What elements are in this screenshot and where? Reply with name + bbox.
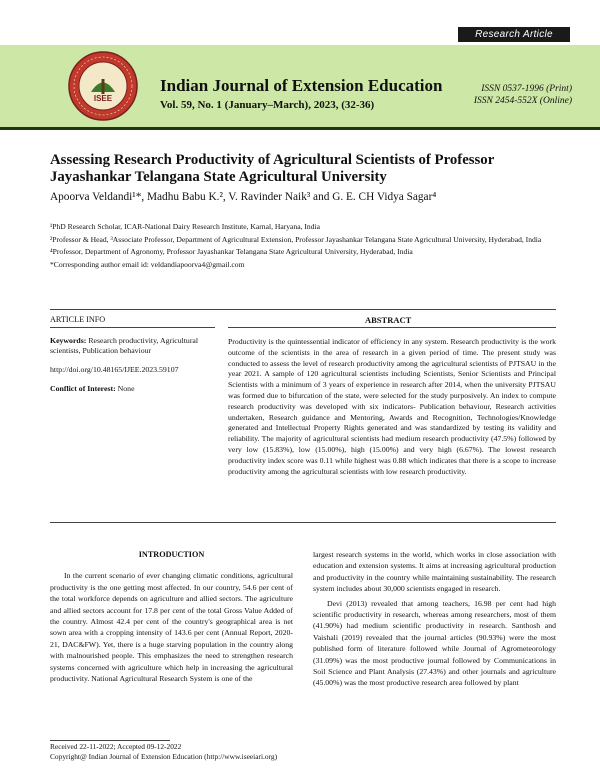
intro-right-column — [313, 549, 556, 689]
corresponding-author: *Corresponding author email id: veldandiapoorva4@gmail.com — [50, 259, 245, 269]
divider-article-info — [50, 327, 215, 328]
keywords-label: Keywords: — [50, 336, 87, 345]
conflict-value: None — [117, 384, 135, 393]
journal-title: Indian Journal of Extension Education — [160, 76, 443, 95]
divider-top — [50, 309, 556, 310]
abstract-heading: ABSTRACT — [365, 315, 412, 325]
article-type-tag: Research Article — [458, 27, 570, 42]
affiliations — [50, 222, 560, 272]
intro-left-column — [50, 549, 293, 684]
doi-link[interactable]: http://doi.org/10.48165/IJEE.2023.59107 — [50, 365, 179, 374]
logo-text: ISEE — [93, 94, 113, 103]
journal-issn — [474, 83, 572, 107]
keywords-value: Research productivity, Agricultural scientists, Publication behaviour — [50, 336, 199, 355]
banner-stripe — [0, 127, 600, 130]
footer-divider — [50, 740, 170, 741]
abstract-text: Productivity is the quintessential indicator of efficiency in any system. Research productivity is the work outcome of the scientists in the area of research in a given period of time. The present study was conducted to assess the level of research productivity among the agricultural scientists of PJTSAU in the year 2021. A sample of 120 agricultural scientists including Scientists, Senior Scientists and Principal Scientists with a minimum of 3 years of experience in research after 2014, when the university PJTSAU was formed due to bifurcation of the state, were selected for the study purposively. An index to compute research productivity was developed with six indicators- Publication behaviour, Research activities undertaken, Research guidance and Mentoring, Awards and Recognition, Technologies/Knowledge generated and Intellectual Property Rights generated and was standardized by testing its validity and reliability. The majority of agricultural scientists had medium research productivity (47.5%) followed by very low (15.83%), low (15.00%), high (15.00%) and very high (6.67%). The lowest research productivity index score was 0.11 while highest was 0.88 which indicates that there is a scope to increase productivity among the agricultural scientists with low research productivity. — [228, 337, 556, 476]
article-info-body — [50, 336, 215, 394]
article-authors: Apoorva Veldandi¹*, Madhu Babu K.², V. Ravinder Naik³ and G. E. CH Vidya Sagar⁴ — [50, 191, 437, 203]
received-dates: Received 22-11-2022; Accepted 09-12-2022 — [50, 742, 182, 751]
conflict-label: Conflict of Interest: — [50, 384, 116, 393]
introduction-heading: INTRODUCTION — [138, 550, 205, 559]
intro-paragraph-2: largest research systems in the world, which works in close association with education and extension systems. It aims at increasing agricultural production and productivity in the country while maintaining sustainability. The research system includes about 30,000 scientists engaged in research. — [313, 550, 556, 594]
affiliation-3: ⁴Professor, Department of Agronomy, Professor Jayashankar Telangana State Agricultural University, Hyderabad, India — [50, 247, 413, 256]
journal-logo-icon — [64, 49, 142, 123]
keywords — [50, 336, 215, 356]
divider-abstract-bottom — [50, 522, 556, 523]
conflict-of-interest — [50, 384, 215, 394]
issn-online: ISSN 2454-552X (Online) — [473, 96, 572, 106]
journal-banner — [0, 45, 600, 133]
affiliation-2: ²Professor & Head, ³Associate Professor, Department of Agricultural Extension, Professor Jayashankar Telangana State Agricultural University, Hyderabad, India — [50, 234, 542, 244]
affiliation-1: ¹PhD Research Scholar, ICAR-National Dairy Research Institute, Karnal, Haryana, India — [50, 222, 320, 231]
article-title: Assessing Research Productivity of Agricultural Scientists of Professor Jayashankar Telangana State Agricultural University — [50, 152, 495, 185]
footer — [50, 742, 277, 762]
article-info-heading: ARTICLE INFO — [50, 315, 106, 324]
issn-print: ISSN 0537-1996 (Print) — [481, 84, 572, 94]
intro-paragraph-3: Devi (2013) revealed that among teachers, 16.98 per cent had high scientific productivity in research, whereas among researchers, most of them (41.90%) had medium scientific productivity in research. Santhosh and Vaishali (2019) revealed that the journal articles (90.93%) were the most published form of literature followed while Journal of Agrometeorology (31.09%) was the most productive journal followed by Communications in Soil Science and Plant Analysis (27.43%) and other journals and agriculture (45.00%) was the most productive research area followed by plant — [313, 598, 556, 688]
divider-abstract — [228, 327, 556, 328]
intro-paragraph-1: In the current scenario of ever changing climatic conditions, agricultural productivity is the one getting most affected. In our country, 54.6 per cent of the total workforce depends on agriculture and allied sectors. The agriculture and allied sectors account for 17.8 per cent of the total Gross Value Added of the country. Almost 42.4 per cent of the country's geographical area is net sown area with a cropping intensity of 143.6 per cent (Annual Report, 2020-21, DAC&FW). Yet, there is a huge starving population in the country along with malnourished people. This emphasizes the need to strengthen research systems concerned with agriculture which help in increasing the agricultural productivity. National Agricultural Research System is one of the — [50, 571, 293, 684]
copyright: Copyright@ Indian Journal of Extension Education (http://www.iseeiari.org) — [50, 752, 278, 761]
journal-volume: Vol. 59, No. 1 (January–March), 2023, (32-36) — [160, 99, 375, 111]
